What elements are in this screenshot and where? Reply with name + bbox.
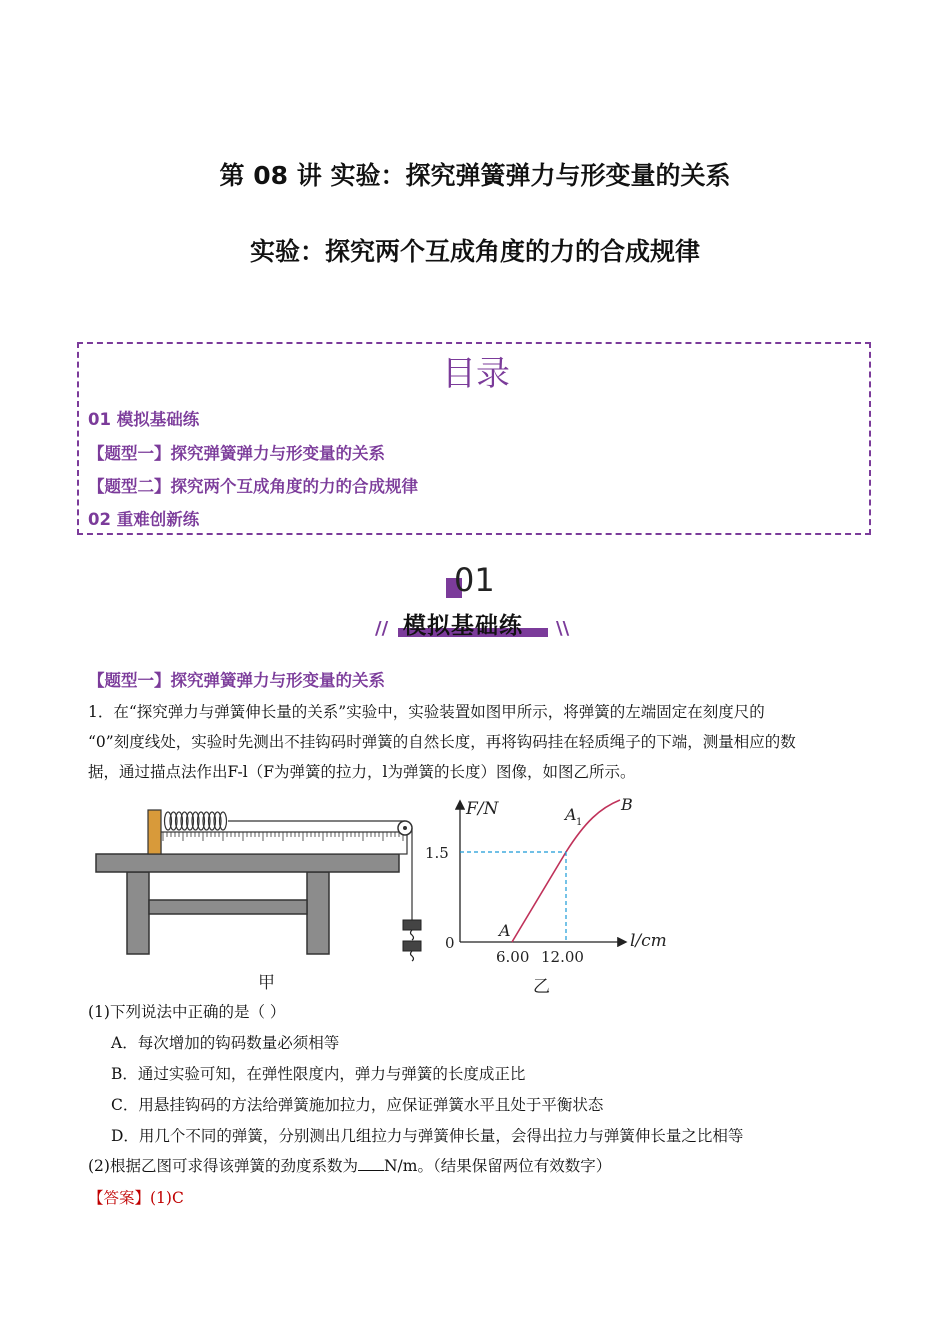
sub-question-2-unit: N/m。（结果保留两位有效数字） — [383, 1157, 612, 1175]
option-b[interactable]: B．通过实验可知，在弹性限度内，弹力与弹簧的长度成正比 — [111, 1065, 526, 1083]
question-type-heading: 【题型一】探究弹簧弹力与形变量的关系 — [88, 671, 385, 690]
option-d[interactable]: D．用几个不同的弹簧，分别测出几组拉力与弹簧伸长量，会得出拉力与弹簧伸长量之比相等 — [111, 1127, 744, 1145]
table-top — [96, 854, 399, 872]
table-crossbar — [149, 900, 307, 914]
weight-bottom — [403, 941, 421, 951]
toc-heading: 目录 — [442, 354, 510, 394]
option-a[interactable]: A．每次增加的钩码数量必须相等 — [111, 1034, 340, 1052]
point-a-label: A — [499, 921, 511, 940]
toc-item-basic-practice[interactable]: 01 模拟基础练 — [88, 410, 200, 429]
sub-question-2-text: (2)根据乙图可求得该弹簧的劲度系数为 — [88, 1157, 358, 1175]
fixed-block — [148, 810, 161, 854]
weight-top — [403, 920, 421, 930]
point-b-label: B — [621, 795, 633, 814]
x-tick-label-1: 6.00 — [496, 948, 530, 966]
question-line-1: 1．在“探究弹力与弹簧伸长量的关系”实验中，实验装置如图甲所示，将弹簧的左端固定在刻度尺的 — [88, 703, 765, 721]
page-subtitle: 实验：探究两个互成角度的力的合成规律 — [249, 237, 700, 266]
toc-item-type-two[interactable]: 【题型二】探究两个互成角度的力的合成规律 — [88, 477, 418, 496]
y-axis-label: F/N — [466, 799, 499, 819]
spring — [165, 812, 227, 830]
section-right-decoration: \\ — [556, 618, 570, 639]
table-leg-left — [127, 872, 149, 954]
point-a1-label: A — [565, 805, 577, 824]
section-left-decoration: // — [375, 618, 389, 639]
section-label: 模拟基础练 — [403, 613, 523, 639]
y-tick-label: 1.5 — [425, 844, 449, 862]
sub-question-1: (1)下列说法中正确的是（ ） — [88, 1003, 286, 1021]
figure-left-caption: 甲 — [258, 973, 275, 993]
x-axis-label: l/cm — [630, 931, 667, 951]
point-a1-subscript: 1 — [576, 817, 583, 828]
ruler — [161, 832, 407, 854]
answer-blank[interactable] — [358, 1156, 384, 1171]
table-of-contents — [77, 342, 871, 535]
sub-question-2 — [88, 1155, 611, 1177]
x-tick-label-2: 12.00 — [541, 948, 584, 966]
section-number: 01 — [454, 561, 495, 599]
question-line-3: 据，通过描点法作出F-l（F为弹簧的拉力，l为弹簧的长度）图像，如图乙所示。 — [88, 763, 636, 781]
question-line-2: “0”刻度线处，实验时先测出不挂钩码时弹簧的自然长度，再将钩码挂在轻质绳子的下端，测量相应的数 — [88, 733, 796, 751]
apparatus-figure — [93, 796, 433, 996]
figure-right-caption: 乙 — [533, 977, 550, 997]
toc-item-type-one[interactable]: 【题型一】探究弹簧弹力与形变量的关系 — [88, 444, 385, 463]
option-c[interactable]: C．用悬挂钩码的方法给弹簧施加拉力，应保证弹簧水平且处于平衡状态 — [111, 1096, 604, 1114]
origin-label: 0 — [445, 934, 455, 952]
toc-item-advanced-practice[interactable]: 02 重难创新练 — [88, 510, 200, 529]
table-leg-right — [307, 872, 329, 954]
answer: 【答案】(1)C — [88, 1189, 184, 1207]
force-length-graph — [420, 790, 680, 990]
page-title: 第 08 讲 实验：探究弹簧弹力与形变量的关系 — [219, 161, 731, 190]
